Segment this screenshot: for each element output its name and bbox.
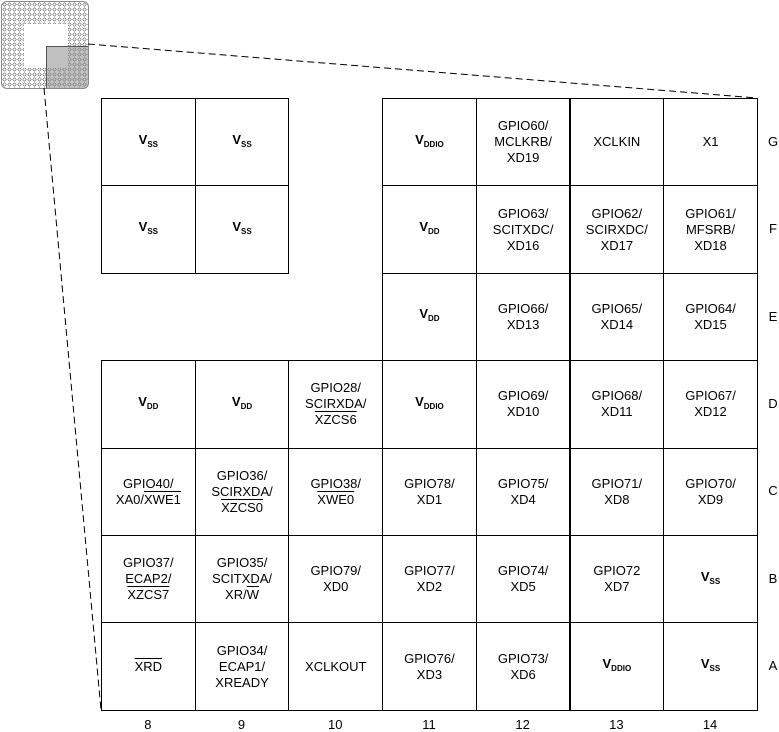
signal-text: GPIO61/ [685, 205, 736, 221]
signal-text: GPIO60/ [497, 118, 549, 134]
signal-text: MFSRB/ [685, 221, 736, 237]
power-pin-subscript: SS [241, 227, 252, 237]
signal-text: GPIO73/ [497, 650, 549, 666]
signal-text: XREADY [215, 674, 269, 690]
active-low-signal: XZCS6 [314, 412, 357, 428]
pin-label-line [123, 587, 174, 603]
signal-text: GPIO79/ [310, 563, 362, 579]
pin-label-line [404, 579, 455, 595]
signal-text: SCIRXDA/ [211, 483, 273, 499]
pin-label-line [404, 651, 455, 667]
pin-label-line [498, 563, 549, 579]
power-pin-subscript: DD [427, 314, 440, 324]
pin-cell [570, 185, 665, 273]
pin-cell [663, 448, 758, 536]
signal-text: XD11 [601, 404, 633, 420]
pin-label [498, 563, 549, 595]
power-pin-name: V [415, 393, 424, 409]
signal-text: GPIO77/ [404, 563, 455, 579]
column-label: 13 [609, 717, 624, 732]
signal-text: XD9 [697, 491, 724, 507]
power-pin-subscript: DDIO [611, 664, 632, 674]
pin-label-line [310, 476, 361, 492]
signal-text: MCLKRB/ [494, 134, 553, 150]
pin-label-line [498, 579, 549, 595]
pin-label [138, 394, 158, 415]
active-low-signal: $\overline{XRD}$ [134, 658, 163, 674]
signal-text: XD16 [506, 237, 540, 253]
pin-label-line [493, 222, 554, 238]
pin-label-line [685, 238, 736, 254]
pin-label [404, 476, 455, 508]
signal-text: SCITXDC/ [492, 221, 554, 237]
pin-label [685, 388, 736, 420]
signal-text: XD18 [694, 237, 727, 253]
power-pin-subscript: SS [147, 139, 159, 149]
column-label: 14 [702, 717, 718, 732]
pin-label [232, 132, 251, 153]
active-low-signal: XWE1 [144, 491, 181, 507]
signal-text: XD17 [600, 237, 634, 253]
signal-text: GPIO67/ [685, 388, 736, 404]
power-pin-subscript: DDIO [423, 139, 444, 149]
pin-cell [101, 360, 196, 448]
pin-cell [570, 622, 665, 710]
pin-label [701, 569, 720, 590]
signal-text: GPIO66/ [497, 300, 549, 316]
pin-label-line [586, 238, 648, 254]
pin-cell [288, 448, 383, 536]
active-low-signal: XZCS0 [221, 499, 263, 515]
pin-label-line [685, 388, 736, 404]
pin-label [685, 206, 736, 254]
pin-label-line [593, 134, 640, 150]
pin-label [232, 394, 252, 415]
pin-cell [663, 622, 758, 710]
pin-cell [382, 622, 477, 710]
power-pin-name: V [232, 219, 242, 235]
signal-text: GPIO65/ [591, 300, 643, 316]
pin-label-line [494, 134, 552, 150]
signal-text: XD5 [510, 579, 536, 595]
signal-text: GPIO72 [593, 563, 641, 579]
leader-line-left [44, 88, 101, 710]
pin-cell [663, 535, 758, 623]
signal-text: SCIRXDA/ [305, 396, 367, 412]
pin-label-line [215, 659, 268, 675]
pin-cell [476, 360, 571, 448]
signal-text: GPIO28/ [310, 380, 362, 396]
pin-label-line [685, 492, 736, 508]
pin-cell [101, 98, 196, 186]
pin-label-line [310, 492, 361, 508]
power-pin-subscript: SS [147, 227, 159, 237]
power-pin-subscript: SS [241, 139, 252, 149]
signal-text: GPIO62/ [591, 205, 643, 221]
pin-label-line [586, 222, 648, 238]
power-pin-name: V [415, 131, 424, 147]
pin-label [592, 476, 643, 508]
power-pin-subscript: DDIO [423, 401, 444, 411]
signal-text: GPIO37/ [123, 555, 174, 571]
pin-cell [382, 535, 477, 623]
pin-cell [101, 185, 196, 273]
column-label: 10 [328, 717, 343, 732]
pin-label [493, 206, 554, 254]
pin-cell [195, 622, 290, 710]
signal-text: GPIO75/ [497, 475, 549, 491]
pin-label-line [685, 317, 736, 333]
pin-cell [570, 448, 665, 536]
pin-label-line [703, 134, 719, 150]
pin-label [703, 134, 719, 150]
pin-label-line [498, 404, 549, 420]
power-pin-name: V [138, 393, 147, 409]
row-label: G [767, 133, 779, 149]
pin-label-line [494, 118, 552, 134]
pin-label-line [404, 667, 455, 683]
pin-label [305, 659, 366, 675]
pin-label [415, 132, 444, 153]
pin-label-line [498, 667, 549, 683]
pin-cell [382, 360, 477, 448]
signal-text: XD7 [604, 579, 630, 595]
signal-text: XD4 [510, 491, 536, 507]
pin-label-line [215, 643, 268, 659]
signal-text: GPIO63/ [497, 205, 549, 221]
signal-text: XD13 [506, 316, 540, 332]
signal-text: XR/ [225, 587, 247, 603]
pin-label [305, 380, 366, 428]
pin-cell [288, 622, 383, 710]
pin-label-line [593, 579, 640, 595]
pin-label-line [592, 492, 643, 508]
signal-text: XD19 [506, 150, 540, 166]
signal-text: GPIO35/ [216, 555, 268, 571]
row-label: B [768, 570, 778, 586]
signal-text: GPIO78/ [404, 475, 455, 491]
pin-label-line [685, 404, 736, 420]
signal-text: XD15 [694, 316, 727, 332]
power-pin-name: V [419, 219, 428, 235]
signal-text: XD12 [694, 404, 727, 420]
pin-label [685, 301, 736, 333]
signal-text: GPIO38/ [310, 475, 362, 491]
active-low-signal: XWE0 [317, 491, 355, 507]
pin-label-line [305, 380, 366, 396]
pin-label-line [498, 317, 549, 333]
pin-label [701, 656, 720, 677]
row-label: F [769, 221, 777, 237]
power-pin-name: V [138, 131, 148, 147]
signal-text: XD6 [510, 666, 536, 682]
pin-label-line [211, 484, 272, 500]
signal-text: GPIO74/ [497, 563, 549, 579]
signal-text: XD10 [506, 404, 540, 420]
pin-label-line [498, 388, 549, 404]
pin-cell [663, 185, 758, 273]
signal-text: SCITXDA/ [212, 571, 273, 587]
power-pin-name: V [138, 219, 148, 235]
signal-text: GPIO71/ [591, 475, 643, 491]
signal-text: ECAP1/ [218, 658, 266, 674]
pin-label-line [123, 571, 174, 587]
pin-cell [382, 448, 477, 536]
pin-cell [195, 535, 290, 623]
pin-label [310, 563, 361, 595]
pin-cell [663, 360, 758, 448]
pin-cell [663, 273, 758, 361]
pin-label [498, 301, 549, 333]
power-pin-name: V [700, 656, 710, 672]
row-label: A [768, 658, 778, 674]
pin-label-line [211, 500, 272, 516]
pin-label [592, 301, 643, 333]
pin-cell [570, 535, 665, 623]
pin-label-line [215, 675, 268, 691]
signal-text: XCLKIN [593, 134, 641, 150]
signal-text: GPIO36/ [216, 467, 268, 483]
pin-label-line [116, 476, 181, 492]
pin-cell [195, 98, 290, 186]
pin-label [419, 306, 439, 327]
pin-cell [476, 185, 571, 273]
pin-label [498, 476, 549, 508]
pin-cell [101, 448, 196, 536]
pin-label-line [305, 396, 366, 412]
pin-cell [101, 535, 196, 623]
pin-cell [382, 98, 477, 186]
pin-label-line [685, 476, 736, 492]
pin-label [586, 206, 648, 254]
power-pin-name: V [232, 131, 242, 147]
pin-label [498, 388, 549, 420]
signal-text: GPIO70/ [685, 475, 736, 491]
pin-label [310, 476, 361, 508]
power-pin-name: V [231, 393, 241, 409]
pin-label [232, 219, 251, 240]
pin-label [415, 394, 444, 415]
signal-text: XD0 [323, 579, 349, 595]
power-pin-subscript: SS [709, 664, 721, 674]
pin-label [139, 219, 158, 240]
power-pin-name: V [602, 656, 612, 672]
pin-cell [382, 185, 477, 273]
pin-label [211, 468, 272, 516]
pin-cell [101, 622, 196, 710]
pin-label [593, 563, 640, 595]
pin-label [116, 476, 181, 508]
signal-text: XD14 [600, 316, 634, 332]
pin-label [494, 118, 552, 166]
pin-label [685, 476, 736, 508]
signal-text: XD1 [416, 491, 443, 507]
pin-cell [195, 448, 290, 536]
pin-cell [288, 535, 383, 623]
pin-label-line [212, 555, 272, 571]
pin-label-line [498, 476, 549, 492]
column-label: 8 [144, 717, 152, 732]
column-label: 9 [237, 717, 246, 732]
signal-text: GPIO69/ [497, 388, 549, 404]
pin-label-line [586, 206, 648, 222]
pin-label-line [592, 476, 643, 492]
signal-text: GPIO40/ [123, 475, 174, 491]
row-label: C [768, 483, 778, 499]
signal-text: XD3 [416, 666, 443, 682]
signal-text: XCLKOUT [305, 658, 367, 674]
pin-label-line [494, 150, 552, 166]
pin-label-line [493, 206, 554, 222]
pin-label [215, 643, 268, 691]
signal-text: GPIO34/ [216, 642, 268, 658]
pin-label [212, 555, 272, 603]
pin-label-line [593, 563, 640, 579]
signal-text: GPIO68/ [591, 388, 643, 404]
signal-text: SCIRXDC/ [585, 221, 648, 237]
pin-label-line [498, 301, 549, 317]
pin-label-line [592, 404, 643, 420]
signal-text: GPIO64/ [685, 300, 736, 316]
pin-label-line [212, 571, 272, 587]
signal-text: X1 [702, 134, 719, 150]
pin-label-line [498, 492, 549, 508]
power-pin-subscript: DD [427, 227, 440, 237]
pin-label-line [116, 492, 181, 508]
pin-cell [570, 98, 665, 186]
pin-label [135, 659, 162, 675]
signal-text: XD8 [604, 491, 630, 507]
pin-label-line [592, 317, 643, 333]
pin-label-line [212, 587, 272, 603]
row-label: D [768, 395, 778, 411]
pin-label-line [404, 563, 455, 579]
pin-label-line [493, 238, 554, 254]
pin-label-line [404, 492, 455, 508]
pin-cell [195, 185, 290, 273]
pin-label [139, 132, 158, 153]
pin-cell [195, 360, 290, 448]
pin-label-line [592, 301, 643, 317]
pin-label-line [685, 301, 736, 317]
signal-text: XA0/ [115, 491, 145, 507]
power-pin-name: V [419, 306, 428, 322]
pin-label-line [310, 579, 361, 595]
signal-text: XD2 [416, 579, 443, 595]
pin-cell [663, 98, 758, 186]
power-pin-subscript: DD [146, 401, 159, 411]
pin-cell [382, 273, 477, 361]
pin-label-line [305, 412, 366, 428]
pin-label-line [211, 468, 272, 484]
power-pin-subscript: DD [240, 401, 253, 411]
power-pin-name: V [700, 568, 710, 584]
leader-line-top [88, 44, 757, 98]
pin-cell [570, 360, 665, 448]
pin-label [593, 134, 640, 150]
pin-label-line [685, 206, 736, 222]
pin-label [592, 388, 643, 420]
column-label: 11 [422, 717, 436, 732]
pin-label-line [685, 222, 736, 238]
active-low-signal: $\overline{W}$ [246, 587, 259, 603]
signal-text: GPIO76/ [404, 650, 455, 666]
pin-cell [570, 273, 665, 361]
pin-cell [476, 448, 571, 536]
pin-cell [476, 98, 571, 186]
row-label: E [768, 308, 778, 324]
pin-label-line [592, 388, 643, 404]
pin-label [603, 656, 632, 677]
pin-label [404, 563, 455, 595]
pin-label [123, 555, 174, 603]
pin-cell [476, 273, 571, 361]
active-low-signal: XZCS7 [127, 587, 170, 603]
pin-label [498, 651, 549, 683]
signal-text: ECAP2/ [125, 571, 172, 587]
pin-label-line [498, 651, 549, 667]
column-label: 12 [515, 717, 530, 732]
pin-label-line [404, 476, 455, 492]
pin-cell [476, 622, 571, 710]
pin-cell [476, 535, 571, 623]
pin-label-line [310, 563, 361, 579]
pin-label [419, 219, 439, 240]
pin-cell [288, 360, 383, 448]
pin-label-line [123, 555, 174, 571]
pin-label-line [135, 659, 162, 675]
power-pin-subscript: SS [709, 576, 721, 586]
pin-label [404, 651, 455, 683]
pin-label-line [305, 659, 366, 675]
